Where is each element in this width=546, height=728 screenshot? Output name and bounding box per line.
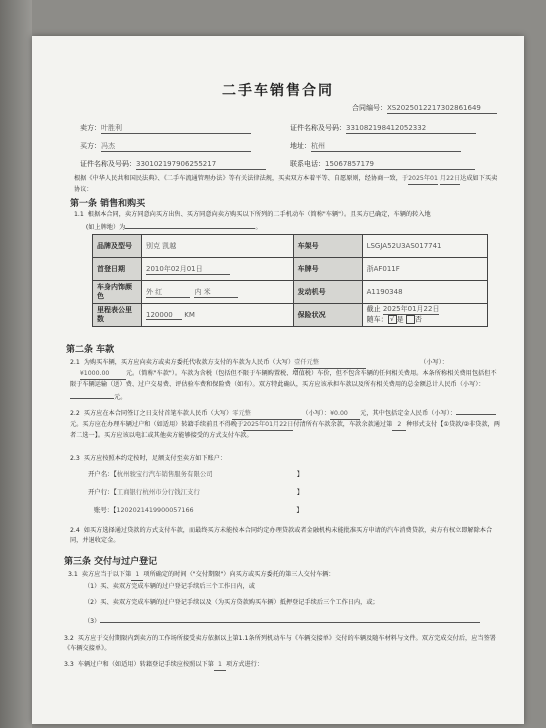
phone-field: 联系电话：15067857179 [290, 160, 475, 170]
bank-branch: 开户行：【工商银行杭州市分行钱江支行 】 [88, 488, 304, 496]
document-title: 二手车销售合同 [222, 83, 334, 99]
address-field: 地址：杭州 [290, 142, 461, 152]
seller-field: 卖方：叶胜利 [80, 124, 251, 134]
clause-3-1-option-1: （1）买、卖双方完成车辆的过户登记手续后三个工作日内，或 [84, 583, 255, 590]
buyer-field: 买方：冯杰 [80, 142, 251, 152]
clause-3-3: 3.3 车辆过户和（如适用）转籍登记手续应按照以下第 1 项方式进行： [64, 660, 500, 671]
buyer-id-field: 证件名称及号码：330102197906255217 [80, 160, 266, 170]
table-row: 首登日期 2010年02月01日 车牌号 浙AF011F [93, 258, 488, 281]
seller-id-field: 证件名称及号码：331082198412052332 [290, 124, 476, 134]
clause-3-2: 3.2 买方应于交付期限内到卖方的工作场所接受卖方依据以上第1.1条所列机动车与《车辆交接单》交付的车辆及随车材料与文件。双方完成交付后，应当签署《车辆交接单》。 [64, 635, 496, 652]
article-3-heading: 第三条 交付与过户登记 [64, 557, 158, 567]
table-row: 里程表公里数 120000 KM 保险状况 截止 2025年01月22日 随车： √ 是 否 [93, 304, 488, 327]
insurance-no-checkbox [406, 315, 415, 324]
clause-3-1-option-2: （2）买、卖双方完成车辆的过户登记手续以及（为买方贷款购买车辆）抵押登记手续后三个工作日内，或； [84, 599, 379, 606]
article-1-heading: 第一条 销售和购买 [70, 199, 146, 209]
article-2-heading: 第二条 车款 [66, 345, 115, 355]
vehicle-info-table [92, 234, 488, 327]
clause-1-1: 1.1 根据本合同，卖方同意向买方出售、买方同意向卖方购买以下所列的二手机动车（简称"车辆"）。且买方已确定，车辆的转入地 (如上牌地）为 。 [74, 211, 431, 231]
clause-2-3: 2.3 买方应按照本约定按时，足额支付至卖方如下账户： [70, 455, 227, 462]
table-row: 品牌及型号 别克 凯越 车架号 LSGJA52U3AS017741 [93, 235, 488, 258]
clause-3-1-option-3: （3） [84, 614, 480, 626]
table-row: 车身内饰颜色 外 红 内 米 发动机号 A1190348 [93, 281, 488, 304]
clause-3-1: 3.1 卖方应当于以下第 1 项所确定的时间（"交付期限"）向买方或买方委托的第三人交付车辆： [68, 570, 500, 581]
clause-2-2: 2.2 买方应在本合同签订之日支付首笔车款人民币（大写）零元整 （小写）：¥0.00 元，其中包括定金人民币（小写）：元。买方应在办理车辆过户和（如适用）转籍手续前且不得晚于2025年01月22日付清所有车款余款，车款余款通过第 2 种形式支付【①贷款/②非贷款，两者二选一】。买方应该以电汇或其他卖方能够接受的方式支付车款。 [70, 406, 500, 441]
insurance-yes-checkbox: √ [388, 315, 397, 324]
clause-2-4: 2.4 如买方选择通过贷款的方式支付车款，而最终买方未能按本合同约定办理贷款或者金融机构未能批准买方申请的汽车消费贷款，卖方有权立即解除本合同，并退收定金。 [70, 527, 493, 544]
contract-number: 合同编号：XS2025012217302861649 [352, 104, 497, 114]
bank-account-number: 账号：【1202021419900057166 】 [94, 506, 303, 514]
preamble: 根据《中华人民共和国民法典》、《二手车流通管理办法》等有关法律法规，买卖双方本着平等、自愿原则，经协商一致，于2025年01 月22日达成如下买卖协议： [74, 175, 498, 193]
contract-page [32, 36, 524, 724]
clause-2-1: 2.1 为购买车辆，买方应向卖方或卖方委托代收款方支付的车款为人民币（大写）壹仟元整 （小写）： ¥1000.00 元。（简称"车款"）。车款为含税（包括但不限于车辆购置税、增值税）车价，但不包含车辆的任何相关费用。本条所称相关费用包括但不限于车辆运输（送）费、过户交易费、评估验车费和保险费（如有）。双方特此确认，买方应该承担车款以及所有相关费用的总金额总计人民币（小写）：元。 [70, 359, 497, 401]
bank-account-name: 开户名：【杭州骏宝行汽车销售服务有限公司 】 [88, 470, 304, 478]
scan-shadow [0, 0, 32, 728]
